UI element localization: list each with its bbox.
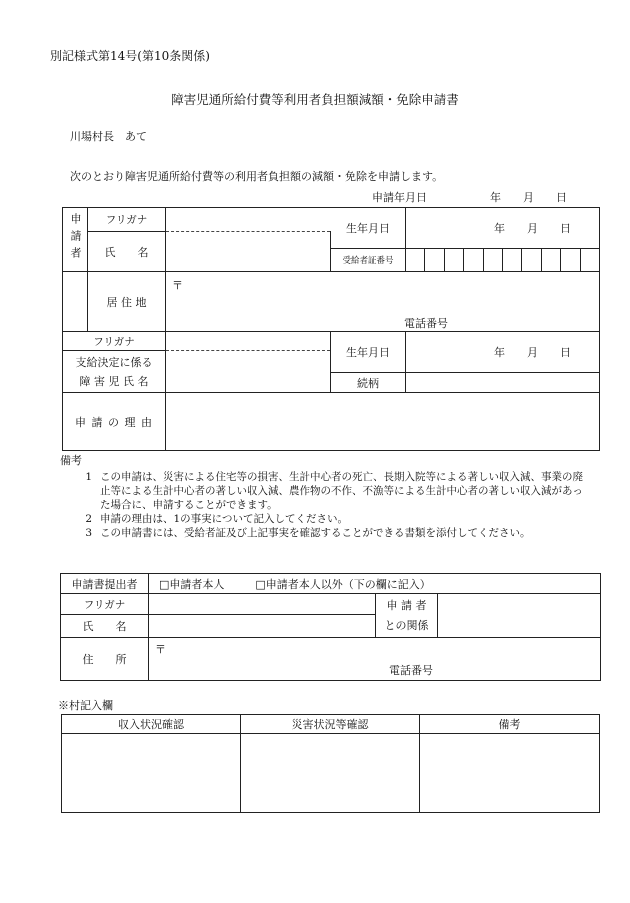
submitter-table <box>60 573 601 681</box>
child-birth-label: 生年月日 <box>331 332 406 373</box>
village-table <box>61 714 600 813</box>
submitter-name-field[interactable] <box>149 615 376 638</box>
submitter-furigana-field[interactable] <box>149 594 376 615</box>
income-check-header: 収入状況確認 <box>62 715 241 734</box>
child-furigana-field[interactable] <box>166 332 331 351</box>
remarks-header: 備考 <box>420 715 600 734</box>
applicant-side-label: 申請者 <box>63 208 88 272</box>
applicant-furigana-field[interactable] <box>166 208 331 232</box>
application-date-value[interactable]: 年 月 日 <box>490 191 567 204</box>
submitter-name-label: 氏 名 <box>61 615 149 638</box>
note-item: 2 申請の理由は、1の事実について記入してください。 <box>85 513 348 525</box>
remarks-field[interactable] <box>420 734 600 813</box>
reason-field[interactable] <box>166 393 600 451</box>
addressee: 川場村長 あて <box>70 130 147 143</box>
applicant-address-label: 居 住 地 <box>88 272 166 332</box>
applicant-birth-field[interactable]: 年 月 日 <box>406 208 600 249</box>
submitter-address-field[interactable] <box>149 638 601 681</box>
applicant-name-field[interactable] <box>166 232 331 272</box>
application-date-label: 申請年月日 <box>372 191 427 204</box>
income-check-field[interactable] <box>62 734 241 813</box>
relation-field[interactable] <box>406 373 600 393</box>
postal-mark: 〒 <box>172 279 183 292</box>
submitter-address-label: 住 所 <box>61 638 149 681</box>
notes-heading: 備考 <box>60 454 82 467</box>
submitter-relation-field[interactable] <box>438 594 601 638</box>
applicant-birth-label: 生年月日 <box>331 208 406 249</box>
page-title: 障害児通所給付費等利用者負担額減額・免除申請書 <box>171 92 459 107</box>
submitter-option-self[interactable]: □申請者本人 <box>159 577 225 591</box>
application-table <box>62 207 600 451</box>
child-birth-field[interactable]: 年 月 日 <box>406 332 600 373</box>
relation-label: 続柄 <box>331 373 406 393</box>
village-heading: ※村記入欄 <box>58 699 113 712</box>
child-name-label: 支給決定に係る 障 害 児 氏 名 <box>63 351 166 393</box>
submitter-option-other[interactable]: □申請者本人以外（下の欄に記入） <box>255 577 431 591</box>
postal-mark: 〒 <box>155 643 166 656</box>
disaster-check-field[interactable] <box>241 734 420 813</box>
note-item: 1 この申請は、災害による住宅等の損害、生計中心者の死亡、長期入院等による著しい収入減、事業の廃止等による生計中心者の著しい収入減、農作物の不作、不漁等による生計中心者の著しい収入減があった場合に、申請することができます。 <box>85 471 583 511</box>
applicant-phone-label: 電話番号 <box>404 317 448 330</box>
applicant-furigana-label: フリガナ <box>88 208 166 232</box>
submitter-options <box>149 574 601 594</box>
submitter-phone-label: 電話番号 <box>389 664 433 677</box>
disaster-check-header: 災害状況等確認 <box>241 715 420 734</box>
applicant-name-label: 氏 名 <box>88 232 166 272</box>
intro-text: 次のとおり障害児通所給付費等の利用者負担額の減額・免除を申請します。 <box>70 170 444 183</box>
child-name-field[interactable] <box>166 351 331 393</box>
submitter-label: 申請書提出者 <box>61 574 149 594</box>
applicant-address-field[interactable] <box>166 272 600 332</box>
cert-number-field[interactable] <box>406 249 600 272</box>
submitter-relation-label: 申 請 者 との関係 <box>376 594 438 638</box>
child-furigana-label: フリガナ <box>63 332 166 351</box>
notes-list <box>62 470 587 540</box>
form-number: 別記様式第14号(第10条関係) <box>50 49 210 63</box>
cert-number-label: 受給者証番号 <box>331 249 406 272</box>
reason-label: 申 請 の 理 由 <box>63 393 166 451</box>
note-item: 3 この申請書には、受給者証及び上記事実を確認することができる書類を添付してください。 <box>85 527 531 539</box>
submitter-furigana-label: フリガナ <box>61 594 149 615</box>
